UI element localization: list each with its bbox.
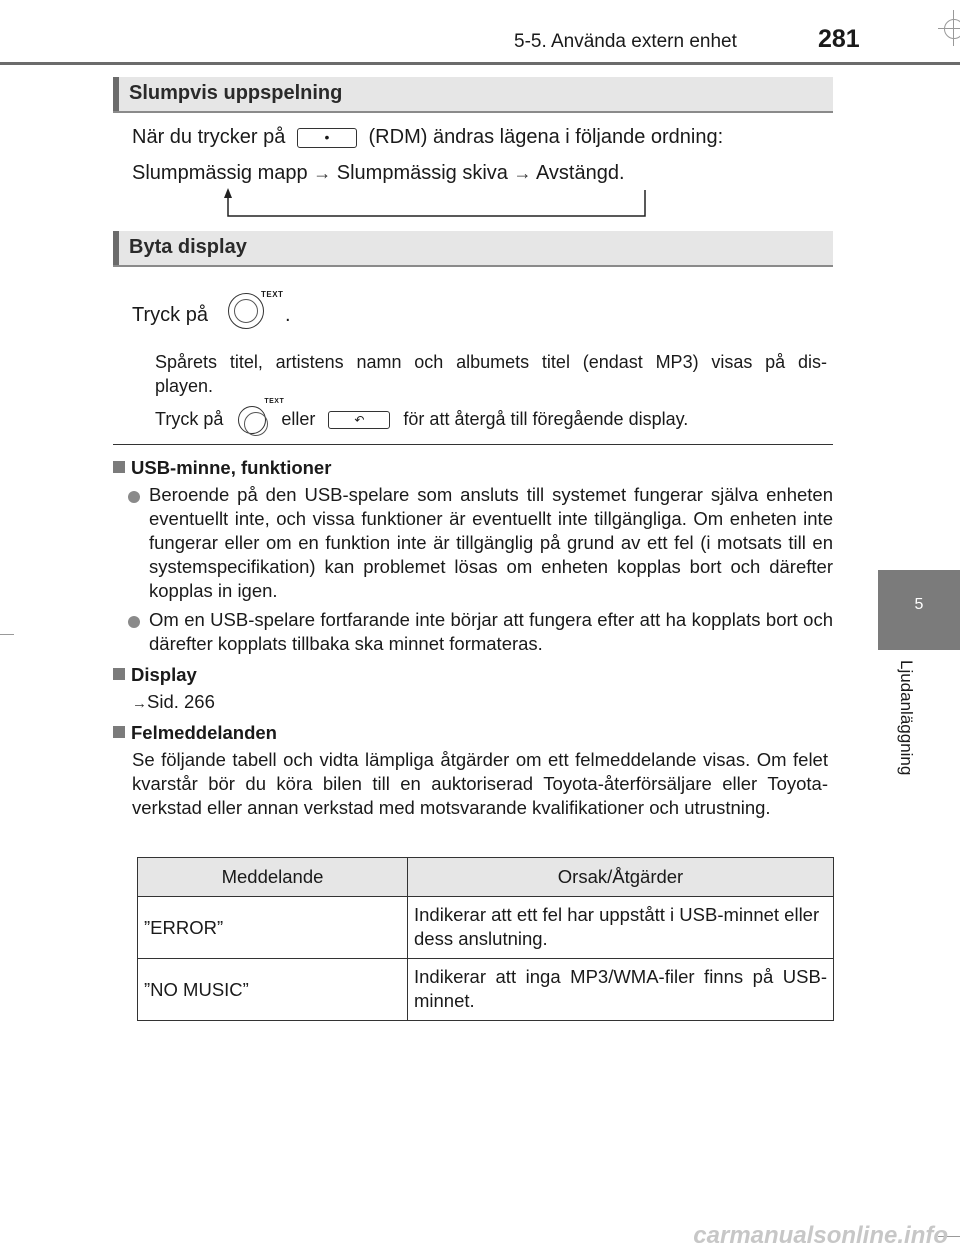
errors-intro: Se följande tabell och vidta lämpliga åtgärder om ett felmeddelande visas. Om felet kvarstår bör du köra bilen till en auktoriserad Toyota-återförsäljare eller Toyota-verkstad eller annan verkstad med motsvarande kvalifikationer och utrustning. — [132, 749, 828, 818]
usb-heading — [113, 457, 331, 479]
note2-mid: eller — [281, 408, 316, 429]
section-title: 5-5. Använda extern enhet — [514, 31, 737, 52]
seq-item-1: Slumpmässig mapp — [132, 162, 308, 184]
text-knob-small-icon — [228, 398, 285, 434]
knob-label: TEXT — [261, 290, 284, 299]
table-cell-message: ”NO MUSIC” — [138, 959, 408, 1021]
press-text-before: Tryck på — [132, 304, 208, 326]
table-header-message: Meddelande — [138, 858, 408, 897]
knob-icon — [238, 406, 266, 434]
seq-item-2: Slumpmässig skiva — [336, 162, 508, 184]
arrow-right-icon: → — [513, 163, 532, 183]
display-heading-text: Display — [131, 664, 197, 685]
chapter-number: 5 — [914, 596, 924, 613]
chapter-label: Ljudanläggning — [897, 660, 916, 776]
press-text-after: . — [285, 304, 291, 326]
table-cell-message: ”ERROR” — [138, 897, 408, 959]
crop-mark — [0, 634, 14, 635]
errors-heading-text: Felmeddelanden — [131, 722, 277, 743]
random-line1 — [132, 126, 723, 149]
display-heading — [113, 664, 197, 686]
error-message-table — [137, 857, 834, 1021]
table-cell-cause: Indikerar att ett fel har uppstått i USB-minnet eller dess anslutning. — [408, 897, 834, 959]
square-bullet-icon — [113, 726, 125, 738]
arrow-right-icon: → — [132, 695, 147, 712]
random-line1-before: När du trycker på — [132, 126, 286, 148]
random-line1-after: (RDM) ändras lägena i följande ordning: — [368, 126, 724, 148]
section-accent — [113, 77, 119, 111]
square-bullet-icon — [113, 668, 125, 680]
crop-circle — [944, 19, 960, 39]
knob-label: TEXT — [264, 398, 285, 405]
usb-heading-text: USB-minne, funktioner — [131, 457, 332, 478]
back-button-icon: ↶ — [328, 411, 390, 429]
table-cell-cause: Indikerar att inga MP3/WMA-filer finns på USB-minnet. — [408, 959, 834, 1021]
square-bullet-icon — [113, 461, 125, 473]
display-note-line1: Spårets titel, artistens namn och albumets titel (endast MP3) visas på dis- — [155, 352, 827, 372]
section-heading: Slumpvis uppspelning — [129, 82, 343, 104]
seq-item-3: Avstängd. — [535, 162, 625, 184]
note2-before: Tryck på — [155, 408, 224, 429]
random-sequence — [132, 162, 625, 185]
bullet-dot-icon — [128, 490, 140, 508]
display-ref — [132, 691, 215, 713]
usb-bullet-1: Beroende på den USB-spelare som ansluts till systemet fungerar själva enheten eventuellt inte, och vissa funktioner är eventuellt inte tillgängliga. Om enheten inte fungerar eller om en funktion inte är tillgänglig på grund av ett fel (i motsats till en systemspecifikation) kan problemet lösas om enheten kopplas bort och därefter kopplas in igen. — [149, 484, 833, 601]
section-accent — [113, 231, 119, 265]
watermark: carmanualsonline.info — [693, 1222, 948, 1249]
section-divider — [113, 444, 833, 445]
section-bar-change-display — [113, 231, 833, 267]
page-number: 281 — [818, 25, 860, 53]
display-note-line2: playen. — [155, 376, 214, 396]
table-row — [138, 959, 834, 1021]
section-bar-random-playback — [113, 77, 833, 113]
display-ref-link[interactable]: Sid. 266 — [147, 691, 215, 712]
table-header-cause: Orsak/Åtgärder — [408, 858, 834, 897]
rdm-button-icon: • — [297, 128, 357, 148]
display-note-return — [155, 398, 689, 434]
table-row — [138, 897, 834, 959]
errors-heading — [113, 722, 277, 744]
bullet-dot-icon — [128, 615, 140, 633]
arrow-right-icon: → — [313, 163, 332, 183]
section-heading: Byta display — [129, 236, 247, 258]
loop-back-arrow-icon — [215, 188, 655, 222]
usb-bullet-2: Om en USB-spelare fortfarande inte börjar att fungera efter att ha kopplats bort och därefter kopplats tillbaka ska minnet formateras. — [149, 609, 833, 654]
text-knob-icon — [228, 290, 284, 329]
note2-after: för att återgå till föregående display. — [403, 408, 689, 429]
knob-icon — [228, 293, 264, 329]
header-rule — [0, 62, 960, 65]
